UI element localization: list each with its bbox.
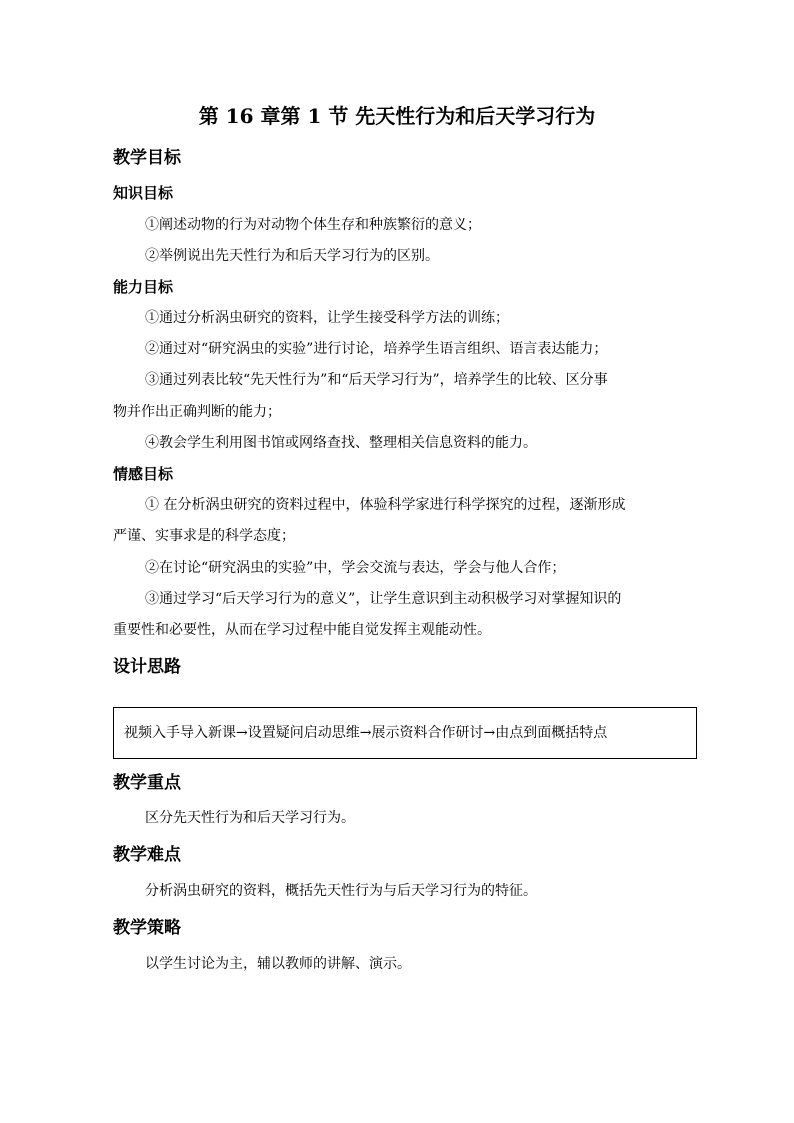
- key-point-text: 区分先天性行为和后天学习行为。: [145, 810, 355, 826]
- ability-goal-1: ①通过分析涡虫研究的资料，让学生接受科学方法的训练；: [145, 310, 509, 326]
- heading-key-point: 教学重点: [113, 773, 181, 793]
- heading-teaching-goals: 教学目标: [113, 148, 181, 168]
- emotion-goal-3-cont: 重要性和必要性，从而在学习过程中能自觉发挥主观能动性。: [113, 622, 491, 638]
- heading-difficulty: 教学难点: [113, 845, 181, 865]
- ability-goal-3-cont: 物并作出正确判断的能力；: [113, 404, 281, 420]
- knowledge-goal-1: ①阐述动物的行为对动物个体生存和种族繁衍的意义；: [145, 217, 481, 233]
- heading-knowledge-goals: 知识目标: [113, 184, 174, 202]
- ability-goal-2: ②通过对“研究涡虫的实验”进行讨论，培养学生语言组织、语言表达能力；: [145, 341, 608, 357]
- heading-design-idea: 设计思路: [113, 657, 181, 677]
- heading-ability-goals: 能力目标: [113, 278, 174, 296]
- ability-goal-3: ③通过列表比较“先天性行为”和“后天学习行为”，培养学生的比较、区分事: [145, 372, 608, 388]
- emotion-goal-2: ②在讨论“研究涡虫的实验”中，学会交流与表达，学会与他人合作；: [145, 560, 566, 576]
- strategy-text: 以学生讨论为主，辅以教师的讲解、演示。: [145, 956, 411, 972]
- document-title: 第 16 章第 1 节 先天性行为和后天学习行为: [198, 104, 596, 128]
- heading-strategy: 教学策略: [113, 918, 181, 938]
- heading-emotion-goals: 情感目标: [113, 465, 174, 483]
- emotion-goal-1: ① 在分析涡虫研究的资料过程中，体验科学家进行科学探究的过程，逐渐形成: [145, 497, 626, 513]
- emotion-goal-1-cont: 严谨、实事求是的科学态度；: [113, 528, 295, 544]
- ability-goal-4: ④教会学生利用图书馆或网络查找、整理相关信息资料的能力。: [145, 435, 537, 451]
- emotion-goal-3: ③通过学习“后天学习行为的意义”，让学生意识到主动积极学习对掌握知识的: [145, 591, 622, 607]
- design-flow-box: 视频入手导入新课→设置疑问启动思维→展示资料合作研讨→由点到面概括特点: [113, 707, 697, 759]
- difficulty-text: 分析涡虫研究的资料，概括先天性行为与后天学习行为的特征。: [145, 883, 537, 899]
- knowledge-goal-2: ②举例说出先天性行为和后天学习行为的区别。: [145, 248, 439, 264]
